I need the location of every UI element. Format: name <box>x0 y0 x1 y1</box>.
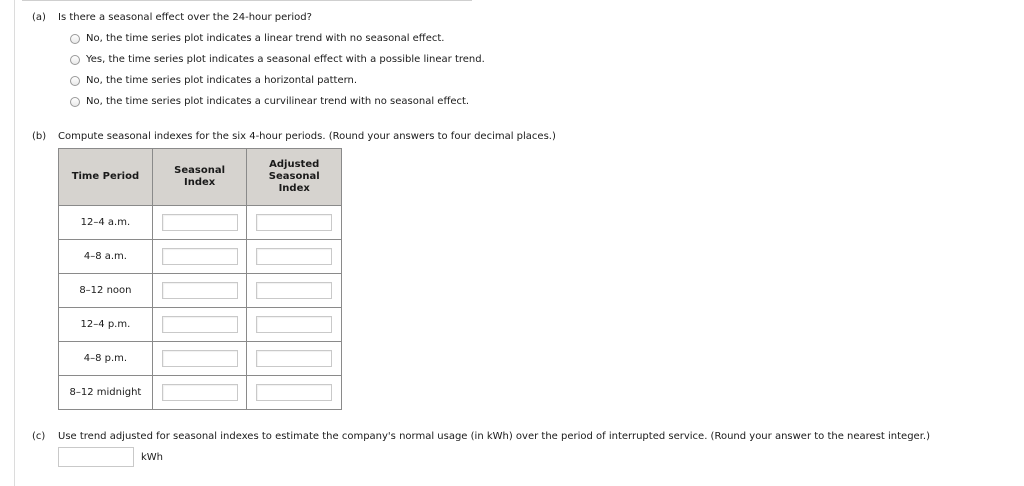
time-period-cell: 4–8 p.m. <box>59 342 153 376</box>
option-label: No, the time series plot indicates a curvilinear trend with no seasonal effect. <box>86 96 470 107</box>
adjusted-index-input[interactable] <box>256 384 332 401</box>
seasonal-index-table <box>58 148 342 410</box>
left-divider <box>14 0 15 486</box>
seasonal-index-input[interactable] <box>162 248 238 265</box>
part-a-label: (a) <box>32 12 46 23</box>
table-row <box>59 206 342 240</box>
adjusted-index-input[interactable] <box>256 214 332 231</box>
part-b-label: (b) <box>32 131 47 142</box>
option-1[interactable] <box>70 32 444 45</box>
part-b-question: Compute seasonal indexes for the six 4-hour periods. (Round your answers to four decimal places.) <box>58 131 556 142</box>
header-seasonal-index: Seasonal Index <box>152 149 247 206</box>
table-row <box>59 308 342 342</box>
header-adjusted-seasonal-index: Adjusted Seasonal Index <box>247 149 342 206</box>
option-label: No, the time series plot indicates a horizontal pattern. <box>86 75 358 86</box>
option-label: No, the time series plot indicates a linear trend with no seasonal effect. <box>86 33 445 44</box>
part-a-question: Is there a seasonal effect over the 24-hour period? <box>58 12 312 23</box>
seasonal-index-input[interactable] <box>162 384 238 401</box>
option-4[interactable] <box>70 95 469 108</box>
seasonal-index-input[interactable] <box>162 316 238 333</box>
time-period-cell: 4–8 a.m. <box>59 240 153 274</box>
unit-label: kWh <box>141 452 164 463</box>
part-c-label: (c) <box>32 431 46 442</box>
radio-button[interactable] <box>70 97 80 107</box>
time-period-cell: 12–4 p.m. <box>59 308 153 342</box>
adjusted-index-input[interactable] <box>256 282 332 299</box>
radio-button[interactable] <box>70 55 80 65</box>
seasonal-index-input[interactable] <box>162 214 238 231</box>
table-row <box>59 376 342 410</box>
time-period-cell: 8–12 noon <box>59 274 153 308</box>
seasonal-index-input[interactable] <box>162 350 238 367</box>
adjusted-index-input[interactable] <box>256 248 332 265</box>
adjusted-index-input[interactable] <box>256 350 332 367</box>
time-period-cell: 12–4 a.m. <box>59 206 153 240</box>
table-row <box>59 274 342 308</box>
option-label: Yes, the time series plot indicates a seasonal effect with a possible linear trend. <box>86 54 485 65</box>
radio-button[interactable] <box>70 34 80 44</box>
radio-button[interactable] <box>70 76 80 86</box>
adjusted-index-input[interactable] <box>256 316 332 333</box>
kwh-answer-input[interactable] <box>58 447 134 467</box>
time-period-cell: 8–12 midnight <box>59 376 153 410</box>
seasonal-index-input[interactable] <box>162 282 238 299</box>
top-divider <box>22 0 472 1</box>
table-row <box>59 342 342 376</box>
part-c-question: Use trend adjusted for seasonal indexes to estimate the company's normal usage (in kWh) over the period of interrupted service. (Round your answer to the nearest integer.) <box>58 431 930 442</box>
option-2[interactable] <box>70 53 485 66</box>
table-row <box>59 240 342 274</box>
option-3[interactable] <box>70 74 357 87</box>
header-time-period: Time Period <box>59 149 153 206</box>
